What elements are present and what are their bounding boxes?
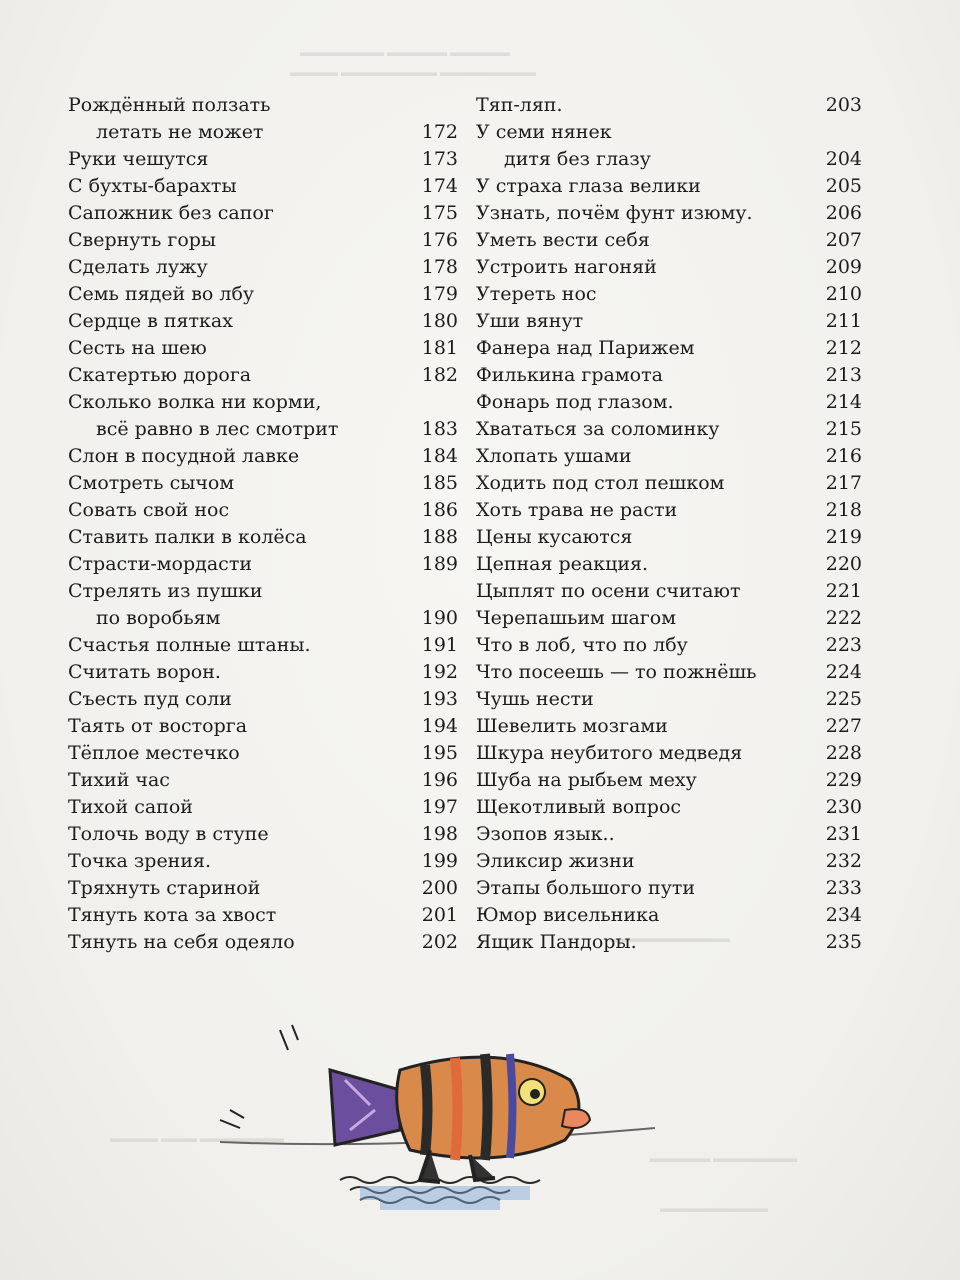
toc-entry-title: Смотреть сычом bbox=[68, 472, 235, 494]
toc-page-number: 205 bbox=[825, 175, 862, 197]
toc-entry bbox=[68, 929, 458, 956]
toc-entry bbox=[68, 875, 458, 902]
toc-page-number: 230 bbox=[825, 796, 862, 818]
toc-entry bbox=[68, 92, 458, 146]
toc-entry-title: Тихой сапой bbox=[68, 796, 193, 818]
toc-page-number: 183 bbox=[421, 418, 458, 440]
toc-entry bbox=[476, 335, 866, 362]
motion-marks bbox=[220, 1025, 298, 1128]
toc-entry-title: Цены кусаются bbox=[476, 526, 633, 548]
toc-page-number: 228 bbox=[825, 742, 862, 764]
toc-entry bbox=[476, 200, 866, 227]
toc-entry bbox=[476, 848, 866, 875]
toc-entry-title: Тяп-ляп. bbox=[476, 94, 563, 116]
toc-entry-title: Хвататься за соломинку bbox=[476, 418, 720, 440]
toc-entry-title: Точка зрения. bbox=[68, 850, 212, 872]
toc-entry-title: Эзопов язык.. bbox=[476, 823, 615, 845]
toc-entry bbox=[476, 92, 866, 119]
toc-entry bbox=[476, 902, 866, 929]
toc-page-number: 220 bbox=[825, 553, 862, 575]
toc-entry bbox=[476, 551, 866, 578]
toc-entry-title: всё равно в лес смотрит bbox=[96, 418, 339, 440]
fish-illustration bbox=[210, 1010, 670, 1240]
toc-page-number: 178 bbox=[421, 256, 458, 278]
toc-page-number: 204 bbox=[825, 148, 862, 170]
toc-page-number: 219 bbox=[825, 526, 862, 548]
toc-entry-title: Тёплое местечко bbox=[68, 742, 240, 764]
toc-page-number: 211 bbox=[825, 310, 862, 332]
toc-page-number: 224 bbox=[825, 661, 862, 683]
toc-entry bbox=[476, 740, 866, 767]
toc-entry bbox=[68, 254, 458, 281]
toc-entry bbox=[68, 524, 458, 551]
toc-entry-title: летать не может bbox=[96, 121, 264, 143]
toc-page-number: 202 bbox=[421, 931, 458, 953]
toc-page-number: 197 bbox=[421, 796, 458, 818]
toc-entry bbox=[476, 578, 866, 605]
toc-entry bbox=[476, 173, 866, 200]
toc-entry bbox=[68, 443, 458, 470]
toc-page-number: 199 bbox=[421, 850, 458, 872]
toc-page-number: 203 bbox=[825, 94, 862, 116]
toc-entry bbox=[68, 659, 458, 686]
toc-entry-title: Таять от восторга bbox=[68, 715, 248, 737]
contents-column-right bbox=[476, 92, 866, 956]
toc-entry bbox=[476, 929, 866, 956]
toc-page-number: 174 bbox=[421, 175, 458, 197]
toc-entry bbox=[68, 767, 458, 794]
toc-entry bbox=[68, 686, 458, 713]
toc-entry-title: Шевелить мозгами bbox=[476, 715, 668, 737]
toc-page-number: 206 bbox=[825, 202, 862, 224]
toc-page-number: 218 bbox=[825, 499, 862, 521]
toc-entry-title: по воробьям bbox=[96, 607, 221, 629]
toc-entry bbox=[68, 335, 458, 362]
toc-entry-title: Юмор висельника bbox=[476, 904, 660, 926]
toc-entry bbox=[68, 821, 458, 848]
toc-entry-title: Скатертью дорога bbox=[68, 364, 252, 386]
toc-entry-title: Фанера над Парижем bbox=[476, 337, 695, 359]
toc-page-number: 195 bbox=[421, 742, 458, 764]
toc-entry bbox=[476, 497, 866, 524]
toc-entry-title: С бухты-барахты bbox=[68, 175, 237, 197]
toc-page-number: 235 bbox=[825, 931, 862, 953]
toc-entry bbox=[476, 794, 866, 821]
toc-entry-title: Черепашьим шагом bbox=[476, 607, 676, 629]
show-through-text: ▬▬▬▬ ▬▬▬▬▬▬▬▬ ▬▬▬▬▬▬▬▬ bbox=[290, 65, 536, 79]
toc-entry bbox=[68, 200, 458, 227]
toc-entry bbox=[68, 362, 458, 389]
toc-page-number: 227 bbox=[825, 715, 862, 737]
toc-page-number: 193 bbox=[421, 688, 458, 710]
toc-page-number: 176 bbox=[421, 229, 458, 251]
show-through-text: ▬▬▬▬ ▬▬▬ ▬▬▬▬▬▬▬ bbox=[110, 1131, 284, 1145]
toc-page-number: 198 bbox=[421, 823, 458, 845]
toc-entry-title: Устроить нагоняй bbox=[476, 256, 657, 278]
toc-entry bbox=[476, 362, 866, 389]
toc-page-number: 216 bbox=[825, 445, 862, 467]
toc-page-number: 191 bbox=[421, 634, 458, 656]
toc-entry-title: Слон в посудной лавке bbox=[68, 445, 300, 467]
toc-page-number: 188 bbox=[421, 526, 458, 548]
toc-entry bbox=[68, 740, 458, 767]
toc-page-number: 225 bbox=[825, 688, 862, 710]
toc-entry-title: Утереть нос bbox=[476, 283, 597, 305]
toc-page-number: 214 bbox=[825, 391, 862, 413]
toc-page-number: 221 bbox=[825, 580, 862, 602]
toc-page-number: 209 bbox=[825, 256, 862, 278]
toc-entry-title: Шуба на рыбьем меху bbox=[476, 769, 697, 791]
toc-entry bbox=[68, 848, 458, 875]
show-through-text: ▬▬▬▬▬ ▬▬▬▬▬▬▬ bbox=[650, 1151, 797, 1165]
water-color bbox=[360, 1186, 530, 1210]
toc-page-number: 172 bbox=[421, 121, 458, 143]
toc-entry-title: Эликсир жизни bbox=[476, 850, 635, 872]
toc-entry bbox=[68, 578, 458, 632]
toc-entry-title: Тянуть на себя одеяло bbox=[68, 931, 295, 953]
toc-entry-title: Совать свой нос bbox=[68, 499, 230, 521]
toc-entry bbox=[476, 659, 866, 686]
toc-entry-title: У страха глаза велики bbox=[476, 175, 701, 197]
toc-entry bbox=[476, 416, 866, 443]
toc-page-number: 180 bbox=[421, 310, 458, 332]
toc-page-number: 212 bbox=[825, 337, 862, 359]
toc-entry-title: Фонарь под глазом. bbox=[476, 391, 674, 413]
toc-entry bbox=[476, 632, 866, 659]
toc-entry bbox=[476, 821, 866, 848]
toc-page-number: 213 bbox=[825, 364, 862, 386]
toc-entry bbox=[476, 227, 866, 254]
toc-entry-title: Хлопать ушами bbox=[476, 445, 632, 467]
toc-entry bbox=[476, 767, 866, 794]
toc-page-number: 232 bbox=[825, 850, 862, 872]
toc-entry-title: дитя без глазу bbox=[504, 148, 651, 170]
toc-entry-title: Сесть на шею bbox=[68, 337, 207, 359]
toc-entry bbox=[68, 281, 458, 308]
toc-entry-title: Ходить под стол пешком bbox=[476, 472, 725, 494]
toc-entry-title: Сапожник без сапог bbox=[68, 202, 274, 224]
toc-entry-title: Цыплят по осени считают bbox=[476, 580, 741, 602]
toc-page-number: 182 bbox=[421, 364, 458, 386]
toc-entry bbox=[476, 524, 866, 551]
toc-entry-title: Стрелять из пушки bbox=[68, 580, 263, 602]
toc-entry-title: У семи нянек bbox=[476, 121, 612, 143]
toc-entry-title: Ставить палки в колёса bbox=[68, 526, 307, 548]
toc-entry bbox=[476, 308, 866, 335]
show-through-text: ▬▬▬▬▬▬▬▬▬ bbox=[660, 1201, 768, 1215]
toc-entry-title: Шкура неубитого медведя bbox=[476, 742, 743, 764]
toc-page-number: 186 bbox=[421, 499, 458, 521]
toc-page-number: 210 bbox=[825, 283, 862, 305]
toc-entry-title: Тянуть кота за хвост bbox=[68, 904, 277, 926]
toc-page-number: 196 bbox=[421, 769, 458, 791]
fish-body bbox=[397, 1054, 590, 1160]
toc-page-number: 192 bbox=[421, 661, 458, 683]
toc-entry-title: Щекотливый вопрос bbox=[476, 796, 682, 818]
contents-column-left bbox=[68, 92, 458, 956]
toc-entry bbox=[476, 443, 866, 470]
toc-entry-title: Считать ворон. bbox=[68, 661, 221, 683]
toc-page-number: 173 bbox=[421, 148, 458, 170]
toc-page-number: 217 bbox=[825, 472, 862, 494]
fish-tail bbox=[330, 1070, 400, 1145]
toc-entry-title: Толочь воду в ступе bbox=[68, 823, 269, 845]
toc-entry bbox=[68, 551, 458, 578]
toc-entry bbox=[476, 281, 866, 308]
toc-page-number: 231 bbox=[825, 823, 862, 845]
toc-entry bbox=[68, 713, 458, 740]
toc-page-number: 200 bbox=[421, 877, 458, 899]
toc-entry bbox=[476, 875, 866, 902]
toc-page-number: 222 bbox=[825, 607, 862, 629]
toc-page-number: 189 bbox=[421, 553, 458, 575]
show-through-text: ▬▬▬▬▬▬▬▬▬▬ bbox=[610, 931, 730, 945]
toc-page-number: 233 bbox=[825, 877, 862, 899]
toc-entry bbox=[68, 902, 458, 929]
toc-entry bbox=[476, 254, 866, 281]
toc-entry-title: Тихий час bbox=[68, 769, 170, 791]
toc-entry bbox=[68, 470, 458, 497]
toc-entry-title: Сделать лужу bbox=[68, 256, 208, 278]
show-through-text: ▬▬▬▬▬▬▬ ▬▬▬▬▬ ▬▬▬▬▬ bbox=[300, 45, 510, 59]
toc-entry bbox=[476, 470, 866, 497]
toc-page-number: 223 bbox=[825, 634, 862, 656]
toc-entry bbox=[68, 173, 458, 200]
toc-entry-title: Страсти-мордасти bbox=[68, 553, 252, 575]
toc-page-number: 185 bbox=[421, 472, 458, 494]
toc-entry-title: Цепная реакция. bbox=[476, 553, 649, 575]
toc-page-number: 229 bbox=[825, 769, 862, 791]
toc-entry bbox=[68, 389, 458, 443]
toc-entry-title: Руки чешутся bbox=[68, 148, 209, 170]
toc-entry-title: Счастья полные штаны. bbox=[68, 634, 311, 656]
toc-page-number: 190 bbox=[421, 607, 458, 629]
toc-entry bbox=[476, 605, 866, 632]
toc-entry-title: Что в лоб, что по лбу bbox=[476, 634, 688, 656]
toc-entry-title: Семь пядей во лбу bbox=[68, 283, 255, 305]
toc-entry-title: Уметь вести себя bbox=[476, 229, 650, 251]
toc-page-number: 181 bbox=[421, 337, 458, 359]
toc-entry-title: Ящик Пандоры. bbox=[476, 931, 637, 953]
toc-page-number: 184 bbox=[421, 445, 458, 467]
toc-page-number: 234 bbox=[825, 904, 862, 926]
toc-entry bbox=[68, 794, 458, 821]
toc-entry-title: Этапы большого пути bbox=[476, 877, 696, 899]
toc-page-number: 194 bbox=[421, 715, 458, 737]
toc-entry bbox=[68, 146, 458, 173]
toc-entry bbox=[68, 632, 458, 659]
toc-page-number: 215 bbox=[825, 418, 862, 440]
toc-entry bbox=[68, 227, 458, 254]
toc-entry-title: Съесть пуд соли bbox=[68, 688, 232, 710]
toc-entry bbox=[68, 308, 458, 335]
toc-entry-title: Тряхнуть стариной bbox=[68, 877, 261, 899]
toc-entry-title: Хоть трава не расти bbox=[476, 499, 678, 521]
toc-entry-title: Что посеешь — то пожнёшь bbox=[476, 661, 757, 683]
toc-entry bbox=[68, 497, 458, 524]
toc-page-number: 179 bbox=[421, 283, 458, 305]
toc-entry-title: Уши вянут bbox=[476, 310, 584, 332]
toc-entry-title: Рождённый ползать bbox=[68, 94, 271, 116]
toc-entry-title: Чушь нести bbox=[476, 688, 594, 710]
toc-entry-title: Узнать, почём фунт изюму. bbox=[476, 202, 753, 224]
toc-page-number: 207 bbox=[825, 229, 862, 251]
toc-entry-title: Свернуть горы bbox=[68, 229, 217, 251]
toc-entry-title: Сердце в пятках bbox=[68, 310, 233, 332]
toc-entry bbox=[476, 119, 866, 173]
toc-entry-title: Филькина грамота bbox=[476, 364, 663, 386]
toc-entry bbox=[476, 713, 866, 740]
toc-entry-title: Сколько волка ни корми, bbox=[68, 391, 322, 413]
toc-entry bbox=[476, 389, 866, 416]
toc-page-number: 201 bbox=[421, 904, 458, 926]
toc-page-number: 175 bbox=[421, 202, 458, 224]
toc-entry bbox=[476, 686, 866, 713]
